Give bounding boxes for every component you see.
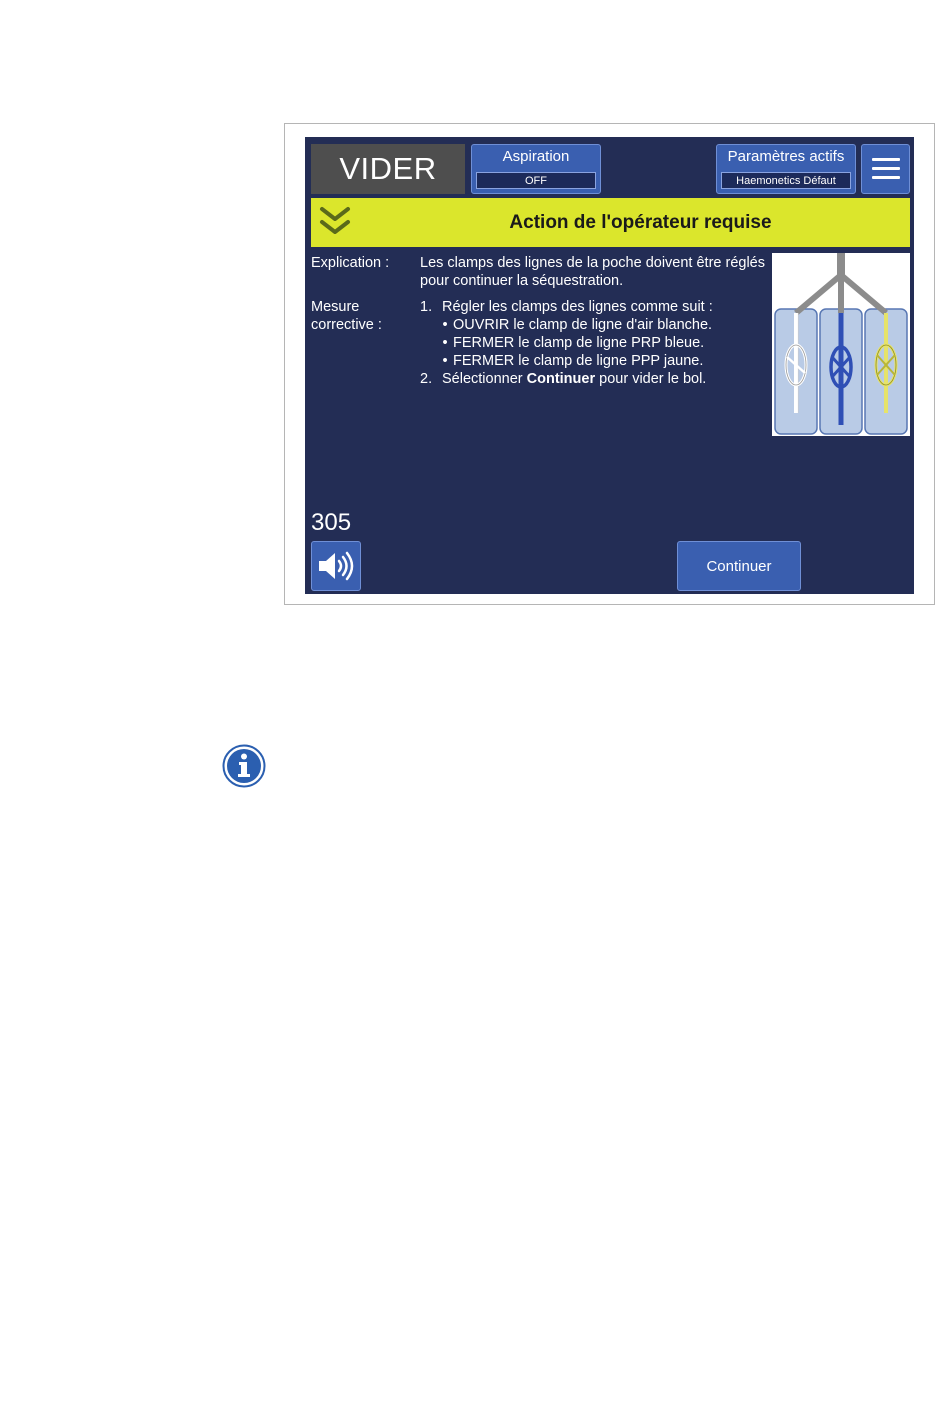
bag-lines-clamp-diagram <box>772 253 910 436</box>
aspiration-button[interactable] <box>471 144 601 194</box>
continue-emphasis: Continuer <box>526 371 596 387</box>
bullet-item: • OUVRIR le clamp de ligne d'air blanche. <box>442 317 713 333</box>
aspiration-label: Aspiration <box>502 148 570 165</box>
continue-button[interactable]: Continuer <box>677 541 801 591</box>
explanation-label: Explication : <box>311 255 390 271</box>
bullet-item: • FERMER le clamp de ligne PPP jaune. <box>442 353 704 369</box>
step-number: 2. <box>420 371 433 387</box>
step-text: Régler les clamps des lignes comme suit : <box>442 299 713 315</box>
corrective-steps <box>420 298 765 388</box>
menu-button[interactable] <box>861 144 910 194</box>
alert-banner <box>311 198 910 247</box>
active-params-label: Paramètres actifs <box>727 148 845 165</box>
bullet-item: • FERMER le clamp de ligne PRP bleue. <box>442 335 705 351</box>
step-number: 1. <box>420 299 433 315</box>
mode-title: VIDER <box>311 144 465 194</box>
bullet-text: FERMER le clamp de ligne PRP bleue. <box>453 335 705 351</box>
bullet-text: FERMER le clamp de ligne PPP jaune. <box>453 353 704 369</box>
active-params-button[interactable] <box>716 144 856 194</box>
info-icon <box>222 744 266 788</box>
explanation-text: Les clamps des lignes de la poche doivent être réglés pour continuer la séquestration. <box>420 255 765 289</box>
active-params-value: Haemonetics Défaut <box>721 172 851 189</box>
hamburger-menu-icon <box>872 158 900 180</box>
step-1 <box>420 298 765 316</box>
alarm-code: 305 <box>311 509 352 536</box>
device-screen <box>305 137 914 594</box>
bullet-text: OUVRIR le clamp de ligne d'air blanche. <box>453 317 713 333</box>
step-text: Sélectionner Continuer pour vider le bol. <box>442 371 707 387</box>
sound-button[interactable] <box>311 541 361 591</box>
step-2 <box>420 370 765 388</box>
aspiration-value: OFF <box>476 172 596 189</box>
speaker-icon <box>317 550 355 582</box>
alert-title: Action de l'opérateur requise <box>509 211 772 233</box>
double-chevron-down-icon <box>319 206 351 238</box>
corrective-label: Mesure corrective : <box>311 299 382 333</box>
